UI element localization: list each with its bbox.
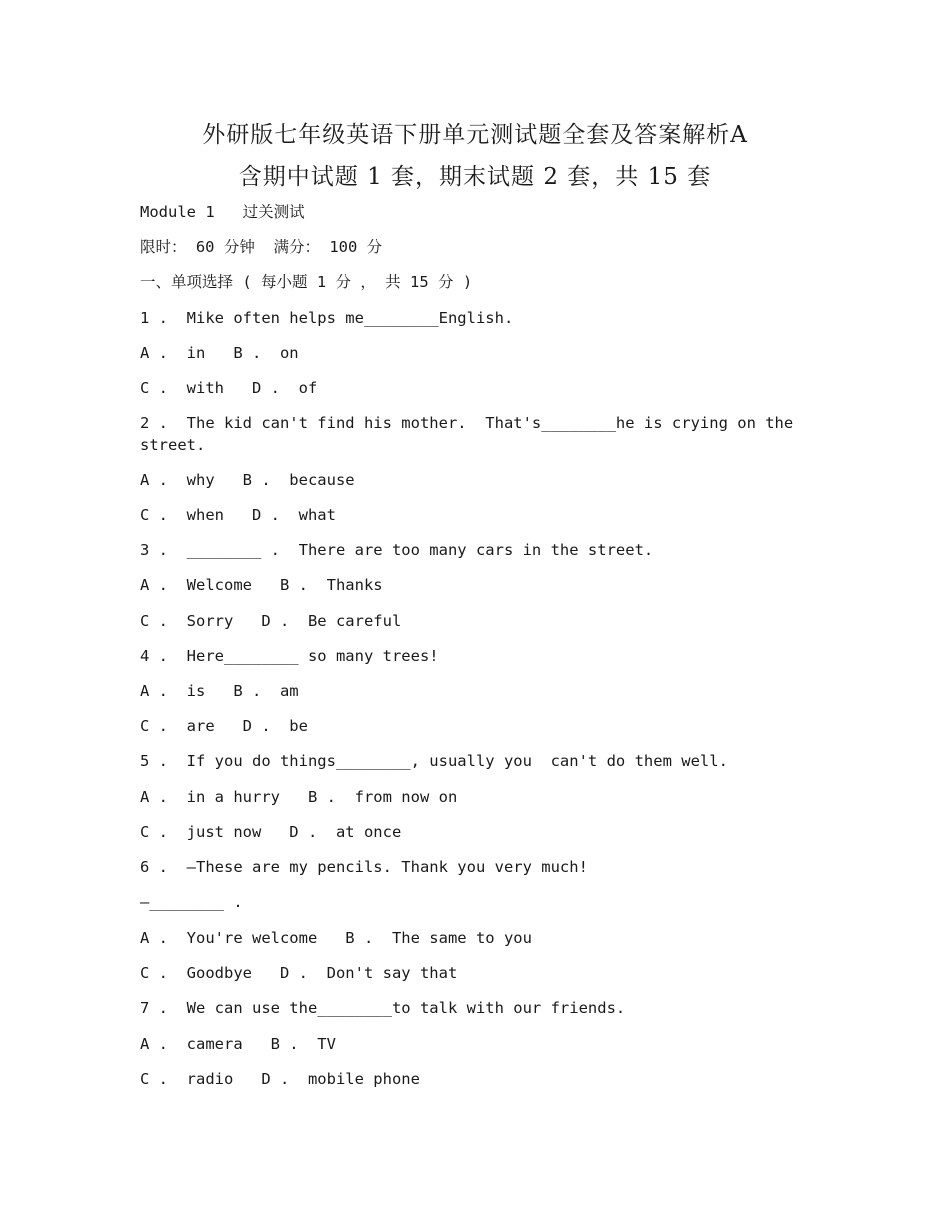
document-title: 外研版七年级英语下册单元测试题全套及答案解析A: [202, 122, 748, 148]
question-7-options-ab: A . camera B . TV: [140, 1035, 336, 1053]
question-3-options-cd: C . Sorry D . Be careful: [140, 612, 402, 630]
section-heading: 一、单项选择 ( 每小题 1 分 ， 共 15 分 ): [140, 273, 473, 291]
question-7-options-cd: C . radio D . mobile phone: [140, 1070, 420, 1088]
question-4-options-ab: A . is B . am: [140, 682, 299, 700]
question-7-stem: 7 . We can use the________to talk with our friends.: [140, 999, 626, 1017]
question-5-options-ab: A . in a hurry B . from now on: [140, 788, 458, 806]
question-4-stem: 4 . Here________ so many trees!: [140, 647, 439, 665]
question-6-options-ab: A . You're welcome B . The same to you: [140, 929, 532, 947]
question-2-stem: 2 . The kid can't find his mother. That's________he is crying on the street.: [140, 414, 803, 454]
question-2-options-cd: C . when D . what: [140, 506, 336, 524]
question-5-stem: 5 . If you do things________, usually you can't do them well.: [140, 752, 728, 770]
question-3-options-ab: A . Welcome B . Thanks: [140, 576, 383, 594]
document-subtitle: 含期中试题 1 套，期末试题 2 套，共 15 套: [238, 164, 712, 190]
question-3-stem: 3 . ________ . There are too many cars in the street.: [140, 541, 654, 559]
question-4-options-cd: C . are D . be: [140, 717, 308, 735]
question-5-options-cd: C . just now D . at once: [140, 823, 402, 841]
question-6-options-cd: C . Goodbye D . Don't say that: [140, 964, 458, 982]
question-2-options-ab: A . why B . because: [140, 471, 355, 489]
question-1-stem: 1 . Mike often helps me________English.: [140, 309, 514, 327]
question-6-stem: 6 . —These are my pencils. Thank you very much!: [140, 858, 588, 876]
time-info: 限时： 60 分钟 满分： 100 分: [140, 238, 383, 256]
question-1-options-cd: C . with D . of: [140, 379, 318, 397]
question-1-options-ab: A . in B . on: [140, 344, 299, 362]
question-6-reply: —________ .: [140, 893, 243, 911]
module-heading: Module 1 过关测试: [140, 203, 305, 221]
